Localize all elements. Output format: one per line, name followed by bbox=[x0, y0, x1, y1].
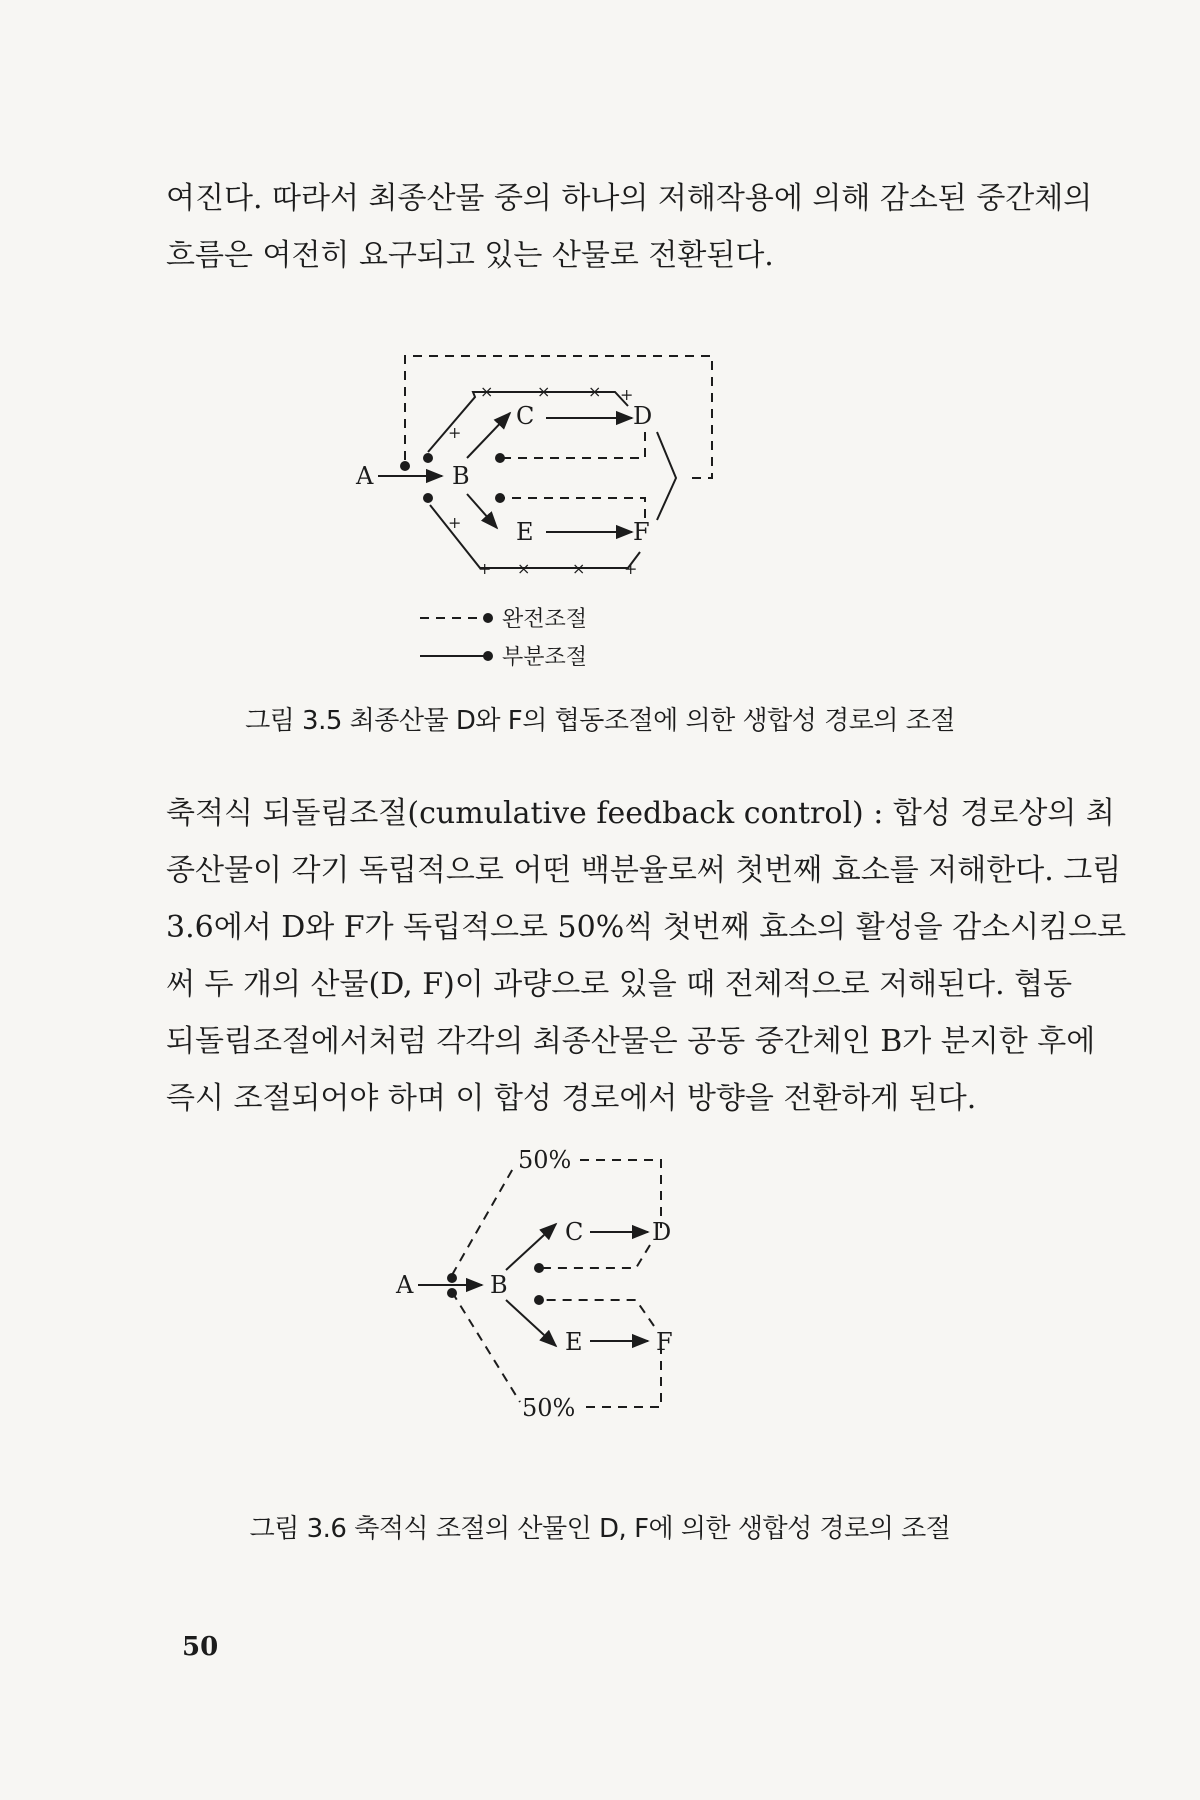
dashed-top-50 bbox=[452, 1165, 515, 1275]
figure-3-5-caption: 그림 3.5 최종산물 D와 F의 협동조절에 의한 생합성 경로의 조절 bbox=[245, 706, 955, 736]
svg-text:×: × bbox=[480, 382, 494, 401]
arrow-b-e bbox=[467, 494, 497, 528]
node-f: F bbox=[656, 1328, 673, 1356]
node-a: A bbox=[396, 1271, 414, 1299]
dashed-bottom-50 bbox=[452, 1292, 520, 1402]
partial-loop-bottom bbox=[430, 505, 640, 568]
svg-text:+: + bbox=[448, 423, 462, 442]
node-d: D bbox=[633, 402, 653, 430]
legend-partial-label: 부분조절 bbox=[502, 645, 588, 670]
text-line: 종산물이 각기 독립적으로 어떤 백분율로써 첫번째 효소를 저해한다. 그림 bbox=[166, 853, 1122, 888]
node-c: C bbox=[516, 402, 535, 430]
node-d: D bbox=[652, 1218, 672, 1246]
bottom-percent-label: 50% bbox=[522, 1394, 576, 1422]
text-line: 즉시 조절되어야 하며 이 합성 경로에서 방향을 전환하게 된다. bbox=[166, 1081, 977, 1116]
svg-text:×: × bbox=[588, 382, 602, 401]
node-b: B bbox=[490, 1271, 508, 1299]
dashed-bottom-right bbox=[586, 1348, 661, 1407]
svg-text:×: × bbox=[572, 559, 586, 578]
converge-lines bbox=[657, 432, 676, 520]
page-number: 50 bbox=[182, 1632, 219, 1662]
text-line: 써 두 개의 산물(D, F)이 과량으로 있을 때 전체적으로 저해된다. 협동 bbox=[166, 967, 1073, 1002]
svg-text:+: + bbox=[478, 559, 492, 578]
dashed-d-b bbox=[503, 432, 645, 458]
text-line: 되돌림조절에서처럼 각각의 최종산물은 공동 중간체인 B가 분지한 후에 bbox=[166, 1024, 1096, 1059]
dashed-top-right bbox=[580, 1160, 661, 1228]
node-c: C bbox=[565, 1218, 584, 1246]
node-e: E bbox=[565, 1328, 583, 1356]
dashed-f-b bbox=[542, 1300, 654, 1326]
svg-text:+: + bbox=[620, 385, 634, 404]
figure-3-6-caption: 그림 3.6 축적식 조절의 산물인 D, F에 의한 생합성 경로의 조절 bbox=[249, 1514, 951, 1544]
paragraph-intro bbox=[166, 170, 1093, 284]
paragraph-cumulative-feedback bbox=[166, 785, 1127, 1127]
dashed-d-b bbox=[542, 1245, 650, 1268]
node-a: A bbox=[356, 462, 374, 490]
partial-loop-top bbox=[428, 392, 628, 452]
arrow-b-c bbox=[467, 413, 510, 458]
top-percent-label: 50% bbox=[518, 1146, 572, 1174]
text-line: 축적식 되돌림조절(cumulative feedback control) : 합성 경로상의 최 bbox=[166, 796, 1115, 831]
svg-text:×: × bbox=[517, 559, 531, 578]
dashed-f-b bbox=[503, 498, 645, 518]
complete-feedback-loop bbox=[405, 356, 712, 478]
node-e: E bbox=[516, 518, 534, 546]
svg-text:×: × bbox=[537, 382, 551, 401]
arrow-b-c bbox=[506, 1224, 556, 1270]
arrow-b-e bbox=[506, 1300, 556, 1346]
legend-complete-label: 완전조절 bbox=[502, 607, 588, 632]
node-b: B bbox=[452, 462, 470, 490]
text-line: 3.6에서 D와 F가 독립적으로 50%씩 첫번째 효소의 활성을 감소시킴으로 bbox=[166, 910, 1127, 945]
text-line: 흐름은 여전히 요구되고 있는 산물로 전환된다. bbox=[166, 238, 774, 273]
svg-text:+: + bbox=[624, 559, 638, 578]
svg-text:+: + bbox=[448, 513, 462, 532]
text-line: 여진다. 따라서 최종산물 중의 하나의 저해작용에 의해 감소된 중간체의 bbox=[166, 181, 1093, 216]
node-f: F bbox=[633, 518, 650, 546]
